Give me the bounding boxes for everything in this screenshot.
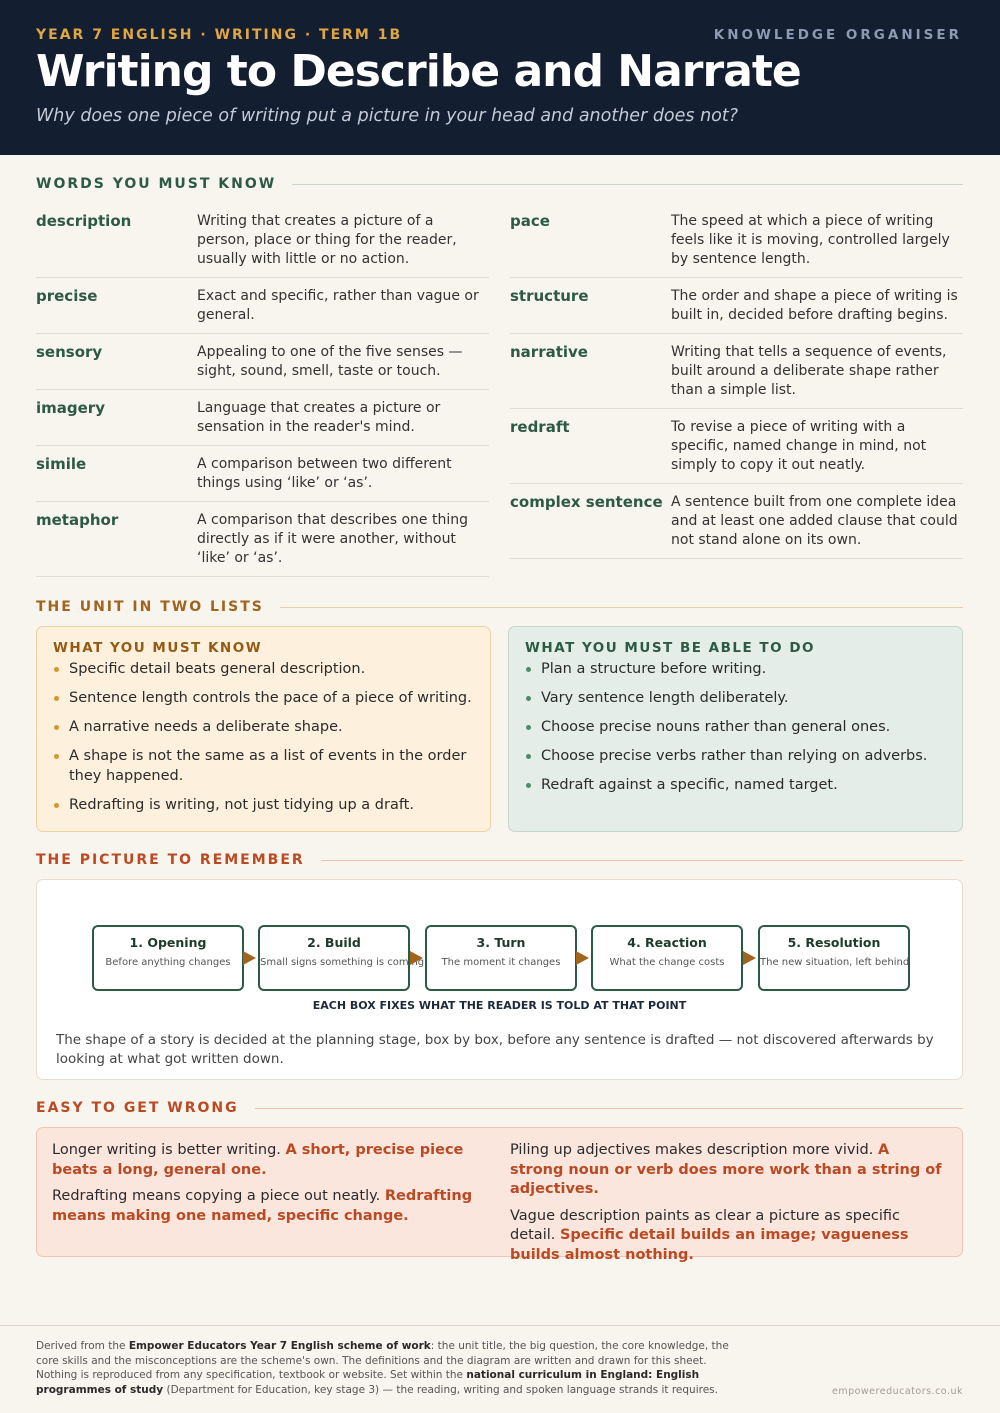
- misconception-item: [510, 1141, 946, 1200]
- section-title-wrong: [36, 1098, 963, 1118]
- header-banner: [0, 0, 1000, 155]
- must-know-list: [53, 660, 474, 815]
- list-item: Redrafting is writing, not just tidying up a draft.: [53, 796, 474, 816]
- list-item: Choose precise nouns rather than general ones.: [525, 718, 946, 738]
- glossary-term: sensory: [36, 343, 103, 361]
- glossary-definition: A sentence built from one complete idea and at least one added clause that could not stand alone on its own.: [671, 494, 958, 548]
- section-title-lists-text: THE UNIT IN TWO LISTS: [36, 599, 264, 615]
- must-know-heading: WHAT YOU MUST KNOW: [53, 640, 263, 656]
- glossary-term: precise: [36, 287, 98, 305]
- source-curriculum-name: national curriculum in England: English programmes of study: [36, 1369, 700, 1396]
- section-title-picture: [36, 850, 963, 870]
- arrow-right-icon: [743, 951, 756, 965]
- big-question: Why does one piece of writing put a picture in your head and another does not?: [36, 106, 739, 126]
- glossary-row: [36, 502, 489, 577]
- stage-box-opening: [92, 925, 244, 991]
- glossary-definition: The speed at which a piece of writing feels like it is moving, controlled largely by sentence length.: [671, 213, 950, 267]
- diagram-caption: EACH BOX FIXES WHAT THE READER IS TOLD AT THAT POINT: [312, 999, 687, 1012]
- glossary-row: [510, 334, 963, 409]
- stage-box-turn: [425, 925, 577, 991]
- section-title-words: [36, 174, 963, 194]
- glossary-row: [510, 203, 963, 278]
- glossary-left-column: [36, 203, 489, 577]
- course-kicker: YEAR 7 ENGLISH · WRITING · TERM 1B: [36, 27, 403, 43]
- website-link[interactable]: empowereducators.co.uk: [831, 1386, 963, 1397]
- misconception-item: [52, 1187, 488, 1226]
- stage-box-resolution: [758, 925, 910, 991]
- story-shape-diagram: [36, 879, 963, 1080]
- glossary-term: structure: [510, 287, 589, 305]
- glossary-definition: Writing that creates a picture of a person, place or thing for the reader, usually with little or no action.: [197, 213, 457, 267]
- source-note-text: Derived from the: [36, 1340, 129, 1352]
- list-item: A shape is not the same as a list of events in the order they happened.: [53, 747, 474, 786]
- arrow-right-icon: [410, 951, 423, 965]
- glossary-term: simile: [36, 455, 87, 473]
- list-item: Specific detail beats general description.: [53, 660, 474, 680]
- misconception-item: [52, 1141, 488, 1180]
- glossary-row: [36, 446, 489, 502]
- misconception-correction: Redrafting means making one named, specific change.: [52, 1188, 473, 1224]
- section-rule: [292, 184, 963, 185]
- stage-description: The new situation, left behind: [760, 957, 910, 968]
- stage-description: The moment it changes: [441, 957, 561, 968]
- glossary-definition: The order and shape a piece of writing is built in, decided before drafting begins.: [671, 288, 958, 323]
- misconception-correction: A short, precise piece beats a long, general one.: [52, 1142, 464, 1178]
- misconception-myth: Piling up adjectives makes description more vivid.: [510, 1142, 874, 1158]
- glossary-row: [36, 278, 489, 334]
- must-know-panel: [36, 626, 491, 832]
- stage-name: 5. Resolution: [787, 935, 881, 950]
- section-rule: [280, 607, 963, 608]
- must-do-panel: [508, 626, 963, 832]
- glossary-right-column: [510, 203, 963, 559]
- must-do-list: [525, 660, 946, 796]
- source-scheme-name: Empower Educators Year 7 English scheme of work: [128, 1340, 431, 1352]
- source-note: [36, 1339, 746, 1397]
- list-item: Choose precise verbs rather than relying on adverbs.: [525, 747, 946, 767]
- stage-name: 3. Turn: [476, 935, 526, 950]
- glossary-term: complex sentence: [510, 493, 663, 511]
- glossary-term: metaphor: [36, 511, 119, 529]
- glossary-term: imagery: [36, 399, 105, 417]
- section-rule: [321, 860, 963, 861]
- misconception-correction: Specific detail builds an image; vagueness builds almost nothing.: [510, 1227, 909, 1263]
- glossary-definition: Writing that tells a sequence of events, built around a deliberate shape rather than a simple list.: [671, 344, 947, 398]
- stage-description: Small signs something is coming: [260, 957, 425, 968]
- section-title-lists: [36, 597, 963, 617]
- list-item: A narrative needs a deliberate shape.: [53, 718, 474, 738]
- glossary-row: [510, 484, 963, 559]
- glossary-definition: Appealing to one of the five senses — sight, sound, smell, taste or touch.: [197, 344, 463, 379]
- diagram-explanation: The shape of a story is decided at the planning stage, box by box, before any sentence is drafted — not discovered afterwards by looking at what got written down.: [56, 1032, 934, 1067]
- section-title-wrong-text: EASY TO GET WRONG: [36, 1100, 239, 1116]
- stage-name: 2. Build: [307, 935, 361, 950]
- misconceptions-panel: [36, 1127, 963, 1263]
- footer-divider: [0, 1325, 1000, 1326]
- glossary-definition: Exact and specific, rather than vague or general.: [197, 288, 479, 323]
- misconception-myth: Longer writing is better writing.: [52, 1142, 281, 1158]
- section-title-picture-text: THE PICTURE TO REMEMBER: [36, 852, 305, 868]
- list-item: Sentence length controls the pace of a piece of writing.: [53, 689, 474, 709]
- glossary-row: [36, 390, 489, 446]
- stage-name: 4. Reaction: [627, 935, 707, 950]
- page-title: Writing to Describe and Narrate: [36, 46, 801, 97]
- glossary-term: narrative: [510, 343, 588, 361]
- misconception-item: [510, 1207, 946, 1266]
- must-do-heading: WHAT YOU MUST BE ABLE TO DO: [525, 640, 815, 656]
- source-note-text: (Department for Education, key stage 3) — the reading, writing and spoken language strands it requires.: [163, 1383, 718, 1396]
- list-item: Vary sentence length deliberately.: [525, 689, 946, 709]
- stage-name: 1. Opening: [129, 935, 207, 950]
- section-title-words-text: WORDS YOU MUST KNOW: [36, 176, 277, 192]
- arrow-right-icon: [243, 951, 256, 965]
- glossary-row: [510, 278, 963, 334]
- glossary-term: pace: [510, 212, 550, 230]
- source-note-text: : the unit title, the big question, the core knowledge, the core skills and the misconceptions are the scheme's own. The definitions and the diagram are written and drawn for this sheet. Nothing is reproduced from any specification, textbook or website. Set within the: [36, 1340, 729, 1381]
- list-item: Redraft against a specific, named target.: [525, 776, 946, 796]
- glossary-row: [510, 409, 963, 484]
- glossary-definition: To revise a piece of writing with a specific, named change in mind, not simply to copy it out neatly.: [671, 419, 927, 473]
- glossary-definition: Language that creates a picture or sensation in the reader's mind.: [197, 400, 441, 435]
- glossary-definition: A comparison that describes one thing directly as if it were another, without ‘like’ or ‘as’.: [197, 512, 468, 566]
- stage-box-build: [258, 925, 425, 991]
- document-type-label: KNOWLEDGE ORGANISER: [713, 27, 962, 43]
- misconceptions-right-column: [510, 1141, 946, 1272]
- stage-description: Before anything changes: [105, 957, 231, 968]
- glossary-row: [36, 203, 489, 278]
- misconceptions-left-column: [52, 1141, 488, 1233]
- misconception-correction: A strong noun or verb does more work than a string of adjectives.: [510, 1142, 942, 1197]
- arrow-right-icon: [576, 951, 589, 965]
- section-rule: [255, 1108, 963, 1109]
- glossary-term: description: [36, 212, 132, 230]
- misconception-myth: Vague description paints as clear a picture as specific detail.: [510, 1207, 900, 1243]
- stage-box-reaction: [591, 925, 743, 991]
- glossary-definition: A comparison between two different things using ‘like’ or ‘as’.: [197, 456, 452, 491]
- list-item: Plan a structure before writing.: [525, 660, 946, 680]
- glossary-row: [36, 334, 489, 390]
- stage-description: What the change costs: [609, 957, 725, 968]
- misconception-myth: Redrafting means copying a piece out neatly.: [52, 1188, 381, 1204]
- glossary-term: redraft: [510, 418, 570, 436]
